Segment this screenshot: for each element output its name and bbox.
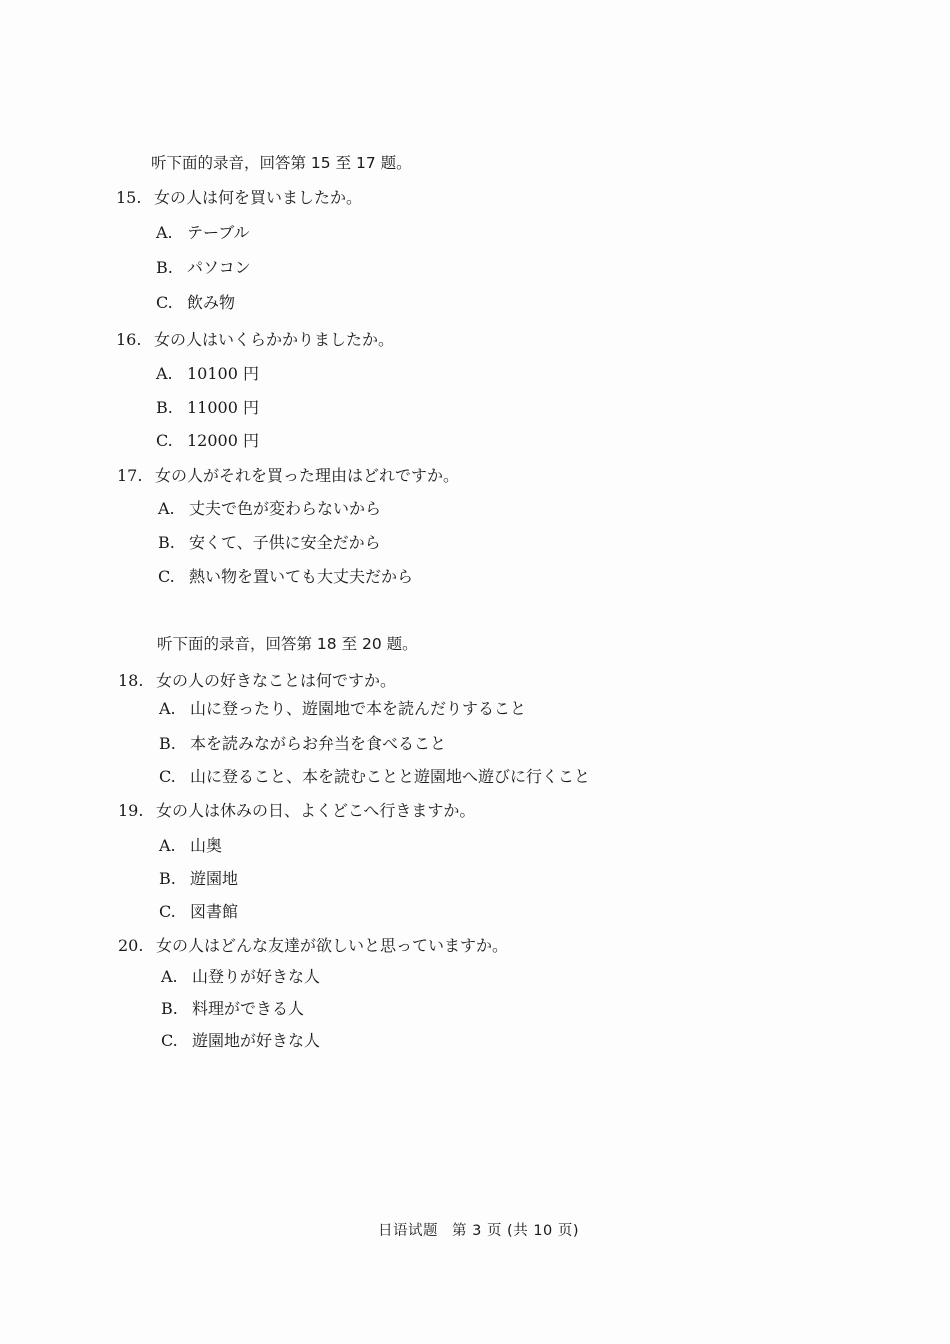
question-text: 女の人はどんな友達が欲しいと思っていますか。 — [156, 936, 509, 955]
answer-option — [156, 431, 259, 451]
question-number: 18. — [118, 671, 144, 690]
option-letter: A. — [156, 364, 173, 383]
option-text: 料理ができる人 — [192, 999, 305, 1018]
option-text: 11000 円 — [187, 398, 259, 417]
footer-subject: 日语试题 — [378, 1223, 438, 1239]
answer-option — [156, 364, 259, 384]
question — [116, 330, 394, 350]
option-letter: B. — [158, 533, 175, 552]
footer-page-number: 第 3 页 (共 10 页) — [452, 1223, 580, 1239]
option-letter: B. — [159, 869, 176, 888]
question-number: 17. — [117, 466, 143, 485]
option-letter: B. — [159, 734, 176, 753]
option-letter: C. — [159, 767, 176, 786]
answer-option — [159, 767, 590, 787]
option-letter: B. — [161, 999, 178, 1018]
option-text: 安くて、子供に安全だから — [189, 533, 381, 552]
question-text: 女の人の好きなことは何ですか。 — [156, 671, 397, 690]
question — [117, 466, 459, 486]
answer-option — [159, 869, 238, 889]
question-number: 15. — [116, 188, 142, 207]
option-text: 遊園地が好きな人 — [192, 1031, 321, 1050]
answer-option — [161, 1031, 320, 1051]
option-text: 山に登ること、本を読むことと遊園地へ遊びに行くこと — [190, 767, 591, 786]
option-letter: B. — [156, 398, 173, 417]
answer-option — [156, 293, 235, 313]
answer-option — [159, 734, 446, 754]
answer-option — [159, 836, 222, 856]
answer-option — [159, 902, 238, 922]
question-text: 女の人がそれを買った理由はどれですか。 — [155, 466, 460, 485]
option-letter: C. — [156, 293, 173, 312]
option-text: パソコン — [187, 258, 251, 277]
answer-option — [159, 699, 526, 719]
question — [118, 671, 396, 691]
option-letter: B. — [156, 258, 173, 277]
option-letter: A. — [161, 967, 178, 986]
answer-option — [156, 223, 250, 243]
question-number: 16. — [116, 330, 142, 349]
option-letter: C. — [159, 902, 176, 921]
section-instruction: 听下面的录音，回答第 18 至 20 题。 — [157, 635, 418, 653]
answer-option — [161, 967, 320, 987]
option-letter: A. — [159, 836, 176, 855]
option-letter: C. — [158, 567, 175, 586]
answer-option — [161, 999, 304, 1019]
option-text: 山に登ったり、遊園地で本を読んだりすること — [190, 699, 527, 718]
option-text: 図書館 — [190, 902, 239, 921]
option-text: 飲み物 — [187, 293, 236, 312]
option-text: 本を読みながらお弁当を食べること — [190, 734, 447, 753]
question — [118, 936, 508, 956]
answer-option — [156, 258, 251, 278]
option-letter: A. — [158, 499, 175, 518]
option-letter: C. — [156, 431, 173, 450]
section-instruction: 听下面的录音，回答第 15 至 17 题。 — [151, 154, 412, 172]
question-number: 20. — [118, 936, 144, 955]
option-text: 山奥 — [190, 836, 223, 855]
answer-option — [158, 533, 381, 553]
question-text: 女の人はいくらかかりましたか。 — [154, 330, 395, 349]
question — [116, 188, 362, 208]
option-text: 熱い物を置いても大丈夫だから — [189, 567, 414, 586]
option-text: 10100 円 — [187, 364, 259, 383]
option-letter: A. — [159, 699, 176, 718]
answer-option — [158, 499, 381, 519]
answer-option — [158, 567, 413, 587]
option-text: 丈夫で色が変わらないから — [189, 499, 382, 518]
option-text: テーブル — [187, 223, 250, 242]
question — [118, 801, 475, 821]
option-text: 12000 円 — [187, 431, 259, 450]
option-text: 遊園地 — [190, 869, 239, 888]
option-letter: C. — [161, 1031, 178, 1050]
question-number: 19. — [118, 801, 144, 820]
answer-option — [156, 398, 259, 418]
question-text: 女の人は何を買いましたか。 — [154, 188, 363, 207]
page-footer — [378, 1219, 593, 1240]
option-text: 山登りが好きな人 — [192, 967, 321, 986]
question-text: 女の人は休みの日、よくどこへ行きますか。 — [156, 801, 476, 820]
option-letter: A. — [156, 223, 173, 242]
